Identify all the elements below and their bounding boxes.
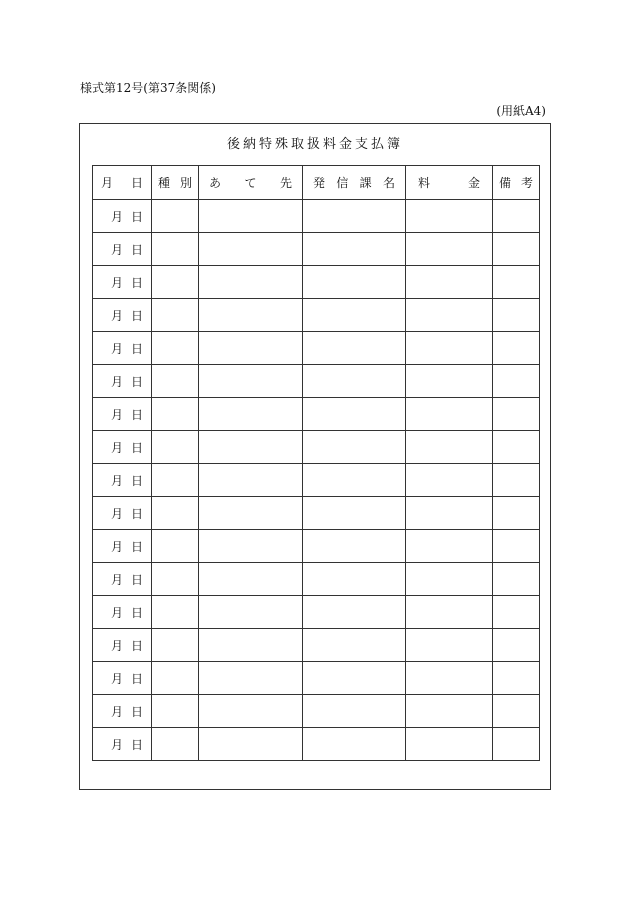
day-label: 日 — [130, 341, 143, 356]
cell-remarks[interactable] — [493, 629, 540, 662]
cell-fee[interactable] — [406, 464, 493, 497]
cell-type[interactable] — [152, 728, 199, 761]
cell-sending-section[interactable] — [303, 431, 406, 464]
cell-remarks[interactable] — [493, 365, 540, 398]
cell-sending-section[interactable] — [303, 662, 406, 695]
cell-sending-section[interactable] — [303, 563, 406, 596]
cell-remarks[interactable] — [493, 728, 540, 761]
cell-fee[interactable] — [406, 200, 493, 233]
header-addressee — [199, 166, 303, 200]
day-label: 日 — [130, 506, 143, 521]
cell-date[interactable] — [93, 398, 152, 431]
table-row — [93, 233, 540, 266]
cell-addressee[interactable] — [199, 398, 303, 431]
day-label: 日 — [130, 704, 143, 719]
cell-type[interactable] — [152, 431, 199, 464]
cell-remarks[interactable] — [493, 200, 540, 233]
cell-addressee[interactable] — [199, 497, 303, 530]
month-label: 月 — [111, 605, 124, 620]
day-label: 日 — [130, 407, 143, 422]
table-row — [93, 530, 540, 563]
cell-addressee[interactable] — [199, 728, 303, 761]
month-label: 月 — [111, 341, 124, 356]
header-addressee-char: 先 — [279, 176, 292, 190]
cell-sending-section[interactable] — [303, 464, 406, 497]
month-label: 月 — [111, 407, 124, 422]
cell-date[interactable] — [93, 332, 152, 365]
cell-sending-section[interactable] — [303, 200, 406, 233]
cell-type[interactable] — [152, 530, 199, 563]
cell-date[interactable] — [93, 596, 152, 629]
paper-size-note: (用紙A4) — [496, 104, 546, 118]
cell-remarks[interactable] — [493, 464, 540, 497]
cell-type[interactable] — [152, 464, 199, 497]
cell-sending-section[interactable] — [303, 299, 406, 332]
table-row — [93, 728, 540, 761]
month-label: 月 — [111, 506, 124, 521]
cell-fee[interactable] — [406, 365, 493, 398]
cell-fee[interactable] — [406, 695, 493, 728]
cell-addressee[interactable] — [199, 563, 303, 596]
day-label: 日 — [130, 275, 143, 290]
cell-remarks[interactable] — [493, 431, 540, 464]
cell-remarks[interactable] — [493, 563, 540, 596]
header-fee-char: 金 — [467, 176, 480, 190]
header-remarks-char: 考 — [520, 176, 533, 190]
table-row — [93, 596, 540, 629]
day-label: 日 — [130, 242, 143, 257]
cell-type[interactable] — [152, 299, 199, 332]
table-row — [93, 464, 540, 497]
cell-fee[interactable] — [406, 497, 493, 530]
cell-addressee[interactable] — [199, 662, 303, 695]
table-row — [93, 266, 540, 299]
cell-date[interactable] — [93, 530, 152, 563]
cell-date[interactable] — [93, 728, 152, 761]
day-label: 日 — [130, 638, 143, 653]
table-row — [93, 365, 540, 398]
header-sending-section-char: 発 — [313, 176, 326, 190]
cell-type[interactable] — [152, 695, 199, 728]
cell-date[interactable] — [93, 266, 152, 299]
cell-remarks[interactable] — [493, 266, 540, 299]
cell-remarks[interactable] — [493, 662, 540, 695]
header-date-char: 月 — [101, 176, 114, 190]
day-label: 日 — [130, 737, 143, 752]
day-label: 日 — [130, 374, 143, 389]
cell-fee[interactable] — [406, 266, 493, 299]
cell-type[interactable] — [152, 629, 199, 662]
cell-remarks[interactable] — [493, 695, 540, 728]
cell-type[interactable] — [152, 596, 199, 629]
cell-addressee[interactable] — [199, 233, 303, 266]
day-label: 日 — [130, 308, 143, 323]
cell-sending-section[interactable] — [303, 332, 406, 365]
day-label: 日 — [130, 440, 143, 455]
header-sending-section-char: 名 — [382, 176, 395, 190]
cell-fee[interactable] — [406, 662, 493, 695]
month-label: 月 — [111, 704, 124, 719]
cell-date[interactable] — [93, 233, 152, 266]
cell-sending-section[interactable] — [303, 596, 406, 629]
cell-remarks[interactable] — [493, 398, 540, 431]
month-label: 月 — [111, 209, 124, 224]
cell-fee[interactable] — [406, 563, 493, 596]
day-label: 日 — [130, 605, 143, 620]
day-label: 日 — [130, 473, 143, 488]
month-label: 月 — [111, 737, 124, 752]
month-label: 月 — [111, 275, 124, 290]
cell-date[interactable] — [93, 200, 152, 233]
cell-date[interactable] — [93, 497, 152, 530]
cell-date[interactable] — [93, 695, 152, 728]
day-label: 日 — [130, 671, 143, 686]
form-label: 様式第12号(第37条関係) — [80, 81, 216, 95]
cell-addressee[interactable] — [199, 365, 303, 398]
cell-fee[interactable] — [406, 233, 493, 266]
header-type-char: 種 — [158, 176, 171, 190]
month-label: 月 — [111, 638, 124, 653]
table-row — [93, 332, 540, 365]
cell-remarks[interactable] — [493, 233, 540, 266]
month-label: 月 — [111, 374, 124, 389]
month-label: 月 — [111, 308, 124, 323]
cell-sending-section[interactable] — [303, 728, 406, 761]
cell-sending-section[interactable] — [303, 695, 406, 728]
cell-sending-section[interactable] — [303, 233, 406, 266]
cell-fee[interactable] — [406, 596, 493, 629]
table-row — [93, 629, 540, 662]
month-label: 月 — [111, 539, 124, 554]
cell-date[interactable] — [93, 299, 152, 332]
header-date-char: 日 — [130, 176, 143, 190]
table-row — [93, 497, 540, 530]
cell-remarks[interactable] — [493, 299, 540, 332]
cell-addressee[interactable] — [199, 530, 303, 563]
cell-addressee[interactable] — [199, 629, 303, 662]
header-type — [152, 166, 199, 200]
header-remarks-char: 備 — [499, 176, 512, 190]
table-row — [93, 398, 540, 431]
cell-date[interactable] — [93, 464, 152, 497]
cell-type[interactable] — [152, 332, 199, 365]
month-label: 月 — [111, 572, 124, 587]
month-label: 月 — [111, 671, 124, 686]
header-sending-section — [303, 166, 406, 200]
cell-fee[interactable] — [406, 629, 493, 662]
cell-addressee[interactable] — [199, 200, 303, 233]
form-title: 後納特殊取扱料金支払簿 — [226, 137, 403, 152]
cell-fee[interactable] — [406, 431, 493, 464]
cell-sending-section[interactable] — [303, 365, 406, 398]
header-addressee-char: あ — [209, 176, 222, 190]
cell-fee[interactable] — [406, 299, 493, 332]
cell-type[interactable] — [152, 233, 199, 266]
month-label: 月 — [111, 473, 124, 488]
cell-sending-section[interactable] — [303, 398, 406, 431]
cell-sending-section[interactable] — [303, 530, 406, 563]
header-sending-section-char: 課 — [359, 176, 372, 190]
cell-remarks[interactable] — [493, 596, 540, 629]
cell-type[interactable] — [152, 365, 199, 398]
cell-type[interactable] — [152, 497, 199, 530]
cell-fee[interactable] — [406, 332, 493, 365]
cell-type[interactable] — [152, 563, 199, 596]
cell-date[interactable] — [93, 365, 152, 398]
table-row — [93, 662, 540, 695]
cell-remarks[interactable] — [493, 497, 540, 530]
header-fee — [406, 166, 493, 200]
cell-sending-section[interactable] — [303, 629, 406, 662]
cell-remarks[interactable] — [493, 332, 540, 365]
cell-date[interactable] — [93, 629, 152, 662]
cell-fee[interactable] — [406, 530, 493, 563]
cell-type[interactable] — [152, 398, 199, 431]
table-header-row — [93, 166, 540, 200]
day-label: 日 — [130, 209, 143, 224]
header-sending-section-char: 信 — [336, 176, 349, 190]
cell-addressee[interactable] — [199, 332, 303, 365]
header-date — [93, 166, 152, 200]
cell-date[interactable] — [93, 431, 152, 464]
cell-type[interactable] — [152, 662, 199, 695]
header-addressee-char: て — [244, 176, 257, 190]
table-row — [93, 431, 540, 464]
cell-date[interactable] — [93, 662, 152, 695]
cell-addressee[interactable] — [199, 695, 303, 728]
table-row — [93, 299, 540, 332]
cell-addressee[interactable] — [199, 596, 303, 629]
cell-type[interactable] — [152, 266, 199, 299]
cell-remarks[interactable] — [493, 530, 540, 563]
day-label: 日 — [130, 539, 143, 554]
cell-sending-section[interactable] — [303, 266, 406, 299]
table-row — [93, 695, 540, 728]
cell-addressee[interactable] — [199, 464, 303, 497]
month-label: 月 — [111, 242, 124, 257]
cell-fee[interactable] — [406, 398, 493, 431]
day-label: 日 — [130, 572, 143, 587]
cell-sending-section[interactable] — [303, 497, 406, 530]
header-remarks — [493, 166, 540, 200]
month-label: 月 — [111, 440, 124, 455]
cell-date[interactable] — [93, 563, 152, 596]
payment-ledger-table — [92, 165, 540, 761]
table-row — [93, 200, 540, 233]
header-fee-char: 料 — [418, 176, 431, 190]
header-type-char: 別 — [179, 176, 192, 190]
cell-addressee[interactable] — [199, 299, 303, 332]
cell-fee[interactable] — [406, 728, 493, 761]
table-row — [93, 563, 540, 596]
cell-addressee[interactable] — [199, 431, 303, 464]
cell-addressee[interactable] — [199, 266, 303, 299]
cell-type[interactable] — [152, 200, 199, 233]
